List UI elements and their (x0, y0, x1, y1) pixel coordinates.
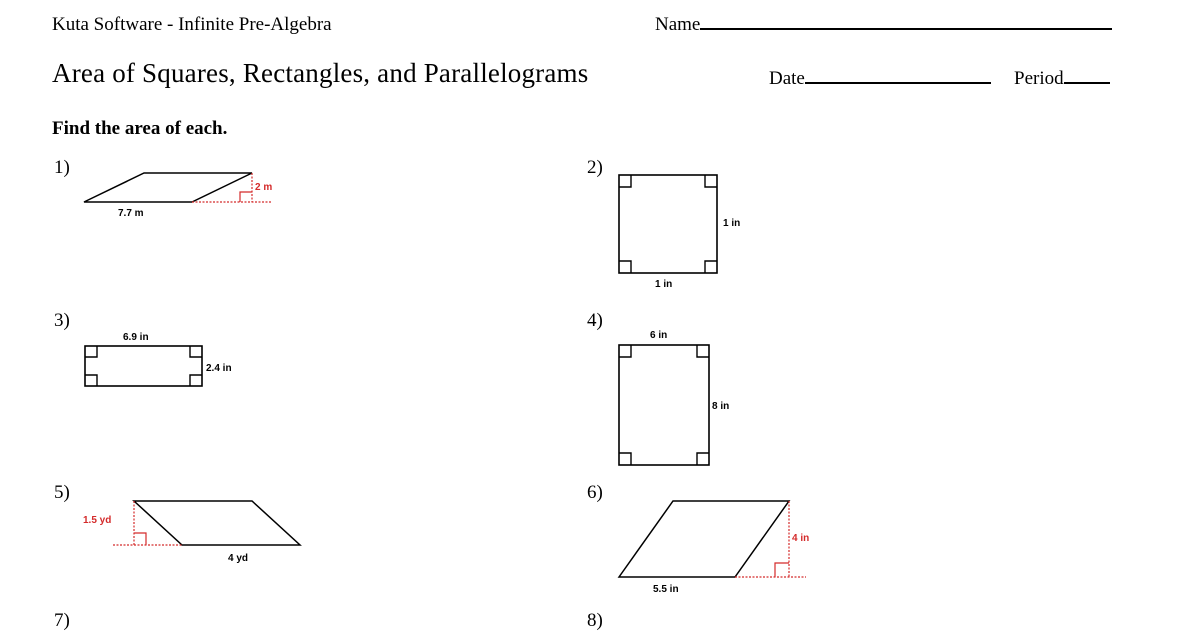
corner-mark (697, 345, 709, 357)
base-label: 4 yd (228, 553, 249, 564)
problem-number-1: 1) (54, 157, 70, 178)
parallelogram-shape (134, 501, 300, 545)
corner-mark (619, 261, 631, 273)
corner-mark (85, 346, 97, 357)
base-label: 7.7 m (118, 208, 144, 219)
problem-number-8: 8) (587, 610, 603, 631)
length-label: 6.9 in (123, 332, 149, 343)
problem-number-6: 6) (587, 482, 603, 503)
side-label: 1 in (723, 218, 741, 229)
period-label: Period (1014, 68, 1064, 89)
figure-4 (619, 330, 729, 465)
name-label: Name (655, 14, 701, 35)
page-title: Area of Squares, Rectangles, and Parallelograms (52, 58, 589, 88)
problem-number-5: 5) (54, 482, 70, 503)
figure-1 (84, 173, 272, 219)
corner-mark (619, 175, 631, 187)
width-label: 6 in (650, 330, 668, 341)
right-angle-mark (240, 192, 252, 202)
problem-number-4: 4) (587, 310, 603, 331)
corner-mark (85, 375, 97, 386)
height-label: 2 m (255, 182, 273, 193)
corner-mark (697, 453, 709, 465)
height-label: 1.5 yd (83, 515, 112, 526)
corner-mark (619, 453, 631, 465)
problem-number-7: 7) (54, 610, 70, 631)
bottom-label: 1 in (655, 279, 673, 290)
corner-mark (705, 261, 717, 273)
rectangle-shape (85, 346, 202, 386)
base-label: 5.5 in (653, 584, 679, 595)
corner-mark (190, 375, 202, 386)
software-label: Kuta Software - Infinite Pre-Algebra (52, 14, 332, 35)
figure-3 (85, 332, 232, 386)
corner-mark (705, 175, 717, 187)
width-label: 2.4 in (206, 363, 232, 374)
rectangle-shape (619, 345, 709, 465)
length-label: 8 in (712, 401, 730, 412)
corner-mark (190, 346, 202, 357)
right-angle-mark (775, 563, 789, 577)
figure-2 (619, 175, 740, 290)
height-label: 4 in (792, 533, 810, 544)
right-angle-mark (134, 533, 146, 545)
instructions: Find the area of each. (52, 118, 228, 139)
date-label: Date (769, 68, 805, 89)
figure-5 (83, 501, 300, 564)
problem-number-3: 3) (54, 310, 70, 331)
problem-number-2: 2) (587, 157, 603, 178)
figure-6 (619, 501, 809, 595)
parallelogram-shape (84, 173, 252, 202)
square-shape (619, 175, 717, 273)
parallelogram-shape (619, 501, 789, 577)
corner-mark (619, 345, 631, 357)
